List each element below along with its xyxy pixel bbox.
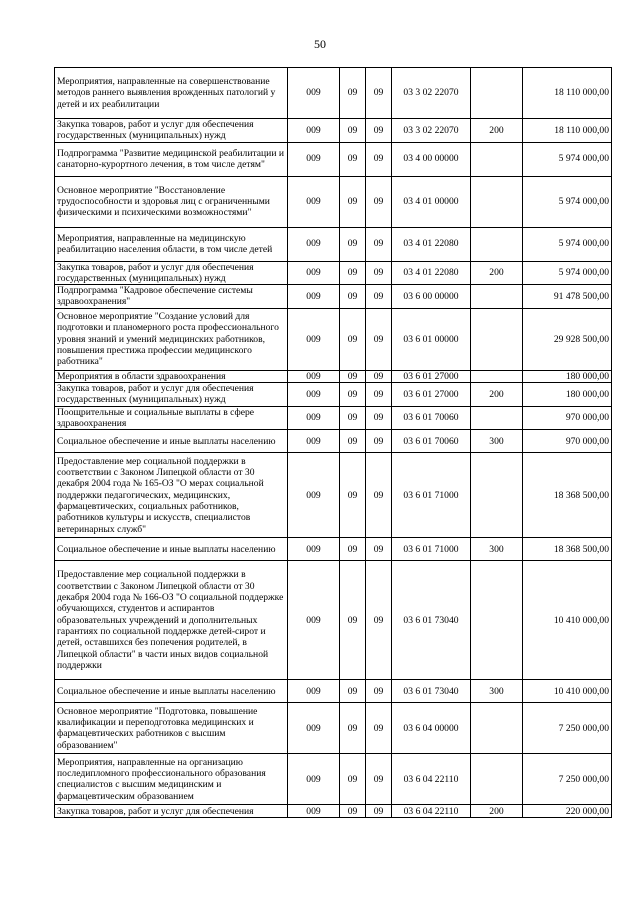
section-code: 09 — [340, 308, 366, 370]
amount: 180 000,00 — [523, 383, 612, 407]
subsection-code: 09 — [366, 538, 392, 561]
expense-type-code — [471, 308, 523, 370]
section-code: 09 — [340, 703, 366, 754]
row-name: Подпрограмма "Кадровое обеспечение системы здравоохранения" — [55, 285, 288, 309]
amount: 18 368 500,00 — [523, 538, 612, 561]
section-code: 09 — [340, 227, 366, 261]
table-row — [55, 68, 612, 119]
amount: 970 000,00 — [523, 430, 612, 453]
ministry-code: 009 — [288, 703, 340, 754]
row-name: Основное мероприятие "Восстановление трудоспособности и здоровья лиц с ограниченными физическими и психическими возможностями" — [55, 176, 288, 227]
row-name: Социальное обеспечение и иные выплаты населению — [55, 430, 288, 453]
expense-type-code — [471, 561, 523, 680]
table-row — [55, 308, 612, 370]
target-article-code: 03 3 02 22070 — [392, 68, 471, 119]
target-article-code: 03 6 00 00000 — [392, 285, 471, 309]
ministry-code: 009 — [288, 68, 340, 119]
row-name: Закупка товаров, работ и услуг для обеспечения государственных (муниципальных) нужд — [55, 383, 288, 407]
row-name: Мероприятия, направленные на совершенствование методов раннего выявления врожденных патологий у детей и их реабилитации — [55, 68, 288, 119]
subsection-code: 09 — [366, 383, 392, 407]
target-article-code: 03 6 01 70060 — [392, 406, 471, 430]
amount: 18 110 000,00 — [523, 119, 612, 143]
target-article-code: 03 6 01 71000 — [392, 538, 471, 561]
target-article-code: 03 6 01 27000 — [392, 383, 471, 407]
expense-type-code: 300 — [471, 430, 523, 453]
expense-type-code — [471, 703, 523, 754]
section-code: 09 — [340, 142, 366, 176]
ministry-code: 009 — [288, 142, 340, 176]
page-number: 50 — [314, 37, 326, 51]
section-code: 09 — [340, 370, 366, 382]
target-article-code: 03 6 04 22110 — [392, 754, 471, 805]
table-row — [55, 261, 612, 285]
section-code: 09 — [340, 561, 366, 680]
row-name: Основное мероприятие "Создание условий для подготовки и планомерного роста профессионального уровня знаний и умений медицинских работников, повышения престижа профессии медицинского работника" — [55, 308, 288, 370]
row-name: Основное мероприятие "Подготовка, повышение квалификации и переподготовка медицинских и фармацевтических работников с высшим образованием" — [55, 703, 288, 754]
ministry-code: 009 — [288, 453, 340, 538]
expense-type-code: 200 — [471, 383, 523, 407]
ministry-code: 009 — [288, 430, 340, 453]
expense-type-code: 200 — [471, 261, 523, 285]
ministry-code: 009 — [288, 308, 340, 370]
subsection-code: 09 — [366, 754, 392, 805]
target-article-code: 03 6 01 00000 — [392, 308, 471, 370]
expense-type-code — [471, 453, 523, 538]
amount: 10 410 000,00 — [523, 561, 612, 680]
row-name: Закупка товаров, работ и услуг для обеспечения — [55, 805, 288, 818]
table-row — [55, 406, 612, 430]
row-name: Закупка товаров, работ и услуг для обеспечения государственных (муниципальных) нужд — [55, 119, 288, 143]
expense-type-code: 200 — [471, 805, 523, 818]
ministry-code: 009 — [288, 805, 340, 818]
row-name: Подпрограмма "Развитие медицинской реабилитации и санаторно-курортного лечения, в том числе детям" — [55, 142, 288, 176]
amount: 91 478 500,00 — [523, 285, 612, 309]
section-code: 09 — [340, 383, 366, 407]
row-name: Мероприятия в области здравоохранения — [55, 370, 288, 382]
row-name: Мероприятия, направленные на организацию последипломного профессионального образования специалистов с высшим медицинским и фармацевтическим образованием — [55, 754, 288, 805]
amount: 5 974 000,00 — [523, 176, 612, 227]
expense-type-code — [471, 142, 523, 176]
ministry-code: 009 — [288, 285, 340, 309]
target-article-code: 03 4 00 00000 — [392, 142, 471, 176]
table-row — [55, 430, 612, 453]
table-row — [55, 227, 612, 261]
section-code: 09 — [340, 176, 366, 227]
target-article-code: 03 6 01 71000 — [392, 453, 471, 538]
target-article-code: 03 6 01 73040 — [392, 561, 471, 680]
amount: 18 110 000,00 — [523, 68, 612, 119]
ministry-code: 009 — [288, 754, 340, 805]
expense-type-code — [471, 370, 523, 382]
row-name: Предоставление мер социальной поддержки в соответствии с Законом Липецкой области от 30 декабря 2004 года № 166-ОЗ "О социальной поддержке обучающихся, студентов и аспирантов образовательных учреждений и дополнительных гарантиях по социальной поддержке детей-сирот и детей, оставшихся без попечения родителей, в Липецкой области" в части иных видов социальной поддержки — [55, 561, 288, 680]
expense-type-code — [471, 406, 523, 430]
row-name: Закупка товаров, работ и услуг для обеспечения государственных (муниципальных) нужд — [55, 261, 288, 285]
section-code: 09 — [340, 538, 366, 561]
subsection-code: 09 — [366, 430, 392, 453]
table-body — [55, 68, 612, 818]
section-code: 09 — [340, 68, 366, 119]
subsection-code: 09 — [366, 406, 392, 430]
ministry-code: 009 — [288, 261, 340, 285]
table-row — [55, 285, 612, 309]
amount: 180 000,00 — [523, 370, 612, 382]
subsection-code: 09 — [366, 680, 392, 703]
amount: 29 928 500,00 — [523, 308, 612, 370]
ministry-code: 009 — [288, 119, 340, 143]
amount: 5 974 000,00 — [523, 142, 612, 176]
expense-type-code — [471, 176, 523, 227]
expense-type-code — [471, 754, 523, 805]
section-code: 09 — [340, 119, 366, 143]
amount: 5 974 000,00 — [523, 227, 612, 261]
expense-type-code: 200 — [471, 119, 523, 143]
subsection-code: 09 — [366, 261, 392, 285]
budget-table — [54, 67, 612, 818]
target-article-code: 03 6 01 73040 — [392, 680, 471, 703]
table-row — [55, 119, 612, 143]
subsection-code: 09 — [366, 308, 392, 370]
expense-type-code: 300 — [471, 680, 523, 703]
ministry-code: 009 — [288, 680, 340, 703]
subsection-code: 09 — [366, 227, 392, 261]
target-article-code: 03 3 02 22070 — [392, 119, 471, 143]
row-name: Предоставление мер социальной поддержки в соответствии с Законом Липецкой области от 30 декабря 2004 года № 165-ОЗ "О мерах социальной поддержки педагогических, медицинских, фармацевтических, социальных работников, работников культуры и искусств, специалистов ветеринарных служб" — [55, 453, 288, 538]
subsection-code: 09 — [366, 453, 392, 538]
target-article-code: 03 6 04 00000 — [392, 703, 471, 754]
expense-type-code — [471, 285, 523, 309]
subsection-code: 09 — [366, 805, 392, 818]
row-name: Поощрительные и социальные выплаты в сфере здравоохранения — [55, 406, 288, 430]
row-name: Мероприятия, направленные на медицинскую реабилитацию населения области, в том числе детей — [55, 227, 288, 261]
row-name: Социальное обеспечение и иные выплаты населению — [55, 538, 288, 561]
table-row — [55, 383, 612, 407]
section-code: 09 — [340, 805, 366, 818]
table-row — [55, 538, 612, 561]
ministry-code: 009 — [288, 227, 340, 261]
ministry-code: 009 — [288, 538, 340, 561]
table-row — [55, 142, 612, 176]
section-code: 09 — [340, 754, 366, 805]
ministry-code: 009 — [288, 406, 340, 430]
subsection-code: 09 — [366, 68, 392, 119]
amount: 5 974 000,00 — [523, 261, 612, 285]
row-name: Социальное обеспечение и иные выплаты населению — [55, 680, 288, 703]
table-row — [55, 680, 612, 703]
ministry-code: 009 — [288, 561, 340, 680]
subsection-code: 09 — [366, 703, 392, 754]
amount: 10 410 000,00 — [523, 680, 612, 703]
target-article-code: 03 6 01 70060 — [392, 430, 471, 453]
table-row — [55, 453, 612, 538]
amount: 220 000,00 — [523, 805, 612, 818]
table-row — [55, 805, 612, 818]
subsection-code: 09 — [366, 119, 392, 143]
amount: 7 250 000,00 — [523, 703, 612, 754]
target-article-code: 03 4 01 22080 — [392, 227, 471, 261]
subsection-code: 09 — [366, 142, 392, 176]
table-row — [55, 703, 612, 754]
section-code: 09 — [340, 261, 366, 285]
ministry-code: 009 — [288, 370, 340, 382]
expense-type-code: 300 — [471, 538, 523, 561]
ministry-code: 009 — [288, 176, 340, 227]
expense-type-code — [471, 227, 523, 261]
target-article-code: 03 4 01 00000 — [392, 176, 471, 227]
ministry-code: 009 — [288, 383, 340, 407]
table-row — [55, 370, 612, 382]
expense-type-code — [471, 68, 523, 119]
table-row — [55, 561, 612, 680]
subsection-code: 09 — [366, 176, 392, 227]
amount: 7 250 000,00 — [523, 754, 612, 805]
subsection-code: 09 — [366, 370, 392, 382]
section-code: 09 — [340, 285, 366, 309]
table-row — [55, 176, 612, 227]
amount: 18 368 500,00 — [523, 453, 612, 538]
section-code: 09 — [340, 430, 366, 453]
subsection-code: 09 — [366, 561, 392, 680]
target-article-code: 03 4 01 22080 — [392, 261, 471, 285]
target-article-code: 03 6 04 22110 — [392, 805, 471, 818]
subsection-code: 09 — [366, 285, 392, 309]
target-article-code: 03 6 01 27000 — [392, 370, 471, 382]
section-code: 09 — [340, 680, 366, 703]
amount: 970 000,00 — [523, 406, 612, 430]
table-row — [55, 754, 612, 805]
section-code: 09 — [340, 453, 366, 538]
section-code: 09 — [340, 406, 366, 430]
